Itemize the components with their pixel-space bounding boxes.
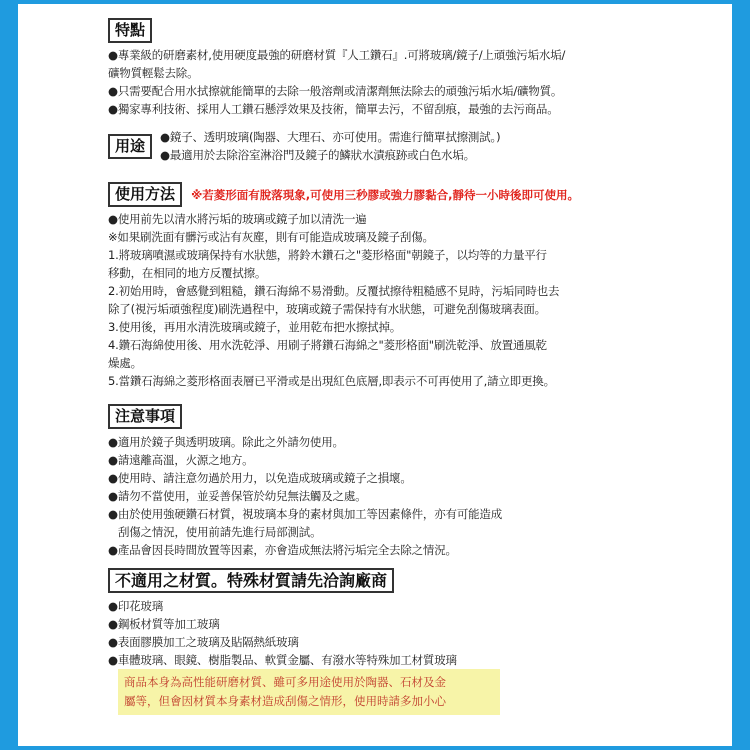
unsuitable-section [108, 568, 658, 669]
cautions-line-2: ●請遠離高溫，火源之地方。 [108, 453, 254, 467]
unsuitable-line-1: ●印花玻璃 [108, 599, 164, 613]
method-heading: 使用方法 [108, 182, 182, 207]
method-line-6: 除了(視污垢頑強程度)刷洗過程中，玻璃或鏡子需保持有水狀態，可避免刮傷玻璃表面。 [108, 302, 546, 316]
usage-heading: 用途 [108, 134, 152, 159]
unsuitable-line-2: ●鋼板材質等加工玻璃 [108, 617, 220, 631]
method-section [108, 182, 658, 390]
features-line-3: ●只需要配合用水拭擦就能簡單的去除一般溶劑或清潔劑無法除去的頑強污垢水垢/礦物質。 [108, 84, 563, 98]
note-line-2: 屬等，但會因材質本身素材造成刮傷之情形，使用時請多加小心 [124, 694, 446, 708]
usage-line-1: ●鏡子、透明玻璃(陶器、大理石、亦可使用。需進行簡單拭擦測試。) [160, 130, 501, 144]
method-line-5: 2.初始用時，會感覺到粗糙，鑽石海綿不易滑動。反覆拭擦待粗糙感不見時，污垢同時也去 [108, 284, 560, 298]
cautions-line-7: ●產品會因長時間放置等因素，亦會造成無法將污垢完全去除之情況。 [108, 543, 457, 557]
features-section [108, 18, 658, 118]
method-line-2: ※如果刷洗面有髒污或沾有灰塵，則有可能造成玻璃及鏡子刮傷。 [108, 230, 434, 244]
note-line-1: 商品本身為高性能研磨材質、雖可多用途使用於陶器、石材及金 [124, 675, 446, 689]
method-line-10: 5.當鑽石海綿之菱形格面表層已平滑或是出現紅色底層,即表示不可再使用了,請立即更換。 [108, 374, 555, 388]
method-warning: ※若菱形面有脫落現象,可使用三秒膠或強力膠黏合,靜待一小時後即可使用。 [191, 187, 580, 202]
cautions-line-4: ●請勿不當使用，並妥善保管於幼兒無法觸及之處。 [108, 489, 367, 503]
cautions-line-5: ●由於使用強硬鑽石材質，視玻璃本身的素材與加工等因素條件，亦有可能造成 [108, 507, 503, 521]
cautions-line-6: 刮傷之情況，使用前請先進行局部測試。 [118, 525, 322, 539]
method-line-7: 3.使用後，再用水清洗玻璃或鏡子，並用乾布把水擦拭掉。 [108, 320, 402, 334]
method-line-1: ●使用前先以清水將污垢的玻璃或鏡子加以清洗一遍 [108, 212, 367, 226]
unsuitable-line-4: ●車體玻璃、眼鏡、樹脂製品、軟質金屬、有潑水等特殊加工材質玻璃 [108, 653, 457, 667]
cautions-section [108, 404, 658, 559]
method-line-4: 移動，在相同的地方反覆拭擦。 [108, 266, 267, 280]
method-line-8: 4.鑽石海綿使用後、用水洗乾淨、用刷子將鑽石海綿之"菱形格面"刷洗乾淨、放置通風乾 [108, 338, 547, 352]
features-line-4: ●獨家專利技術、採用人工鑽石懸浮效果及技術，簡單去污，不留刮痕，最強的去污商品。 [108, 102, 559, 116]
unsuitable-line-3: ●表面膠膜加工之玻璃及貼隔熱紙玻璃 [108, 635, 299, 649]
method-line-9: 燥處。 [108, 356, 142, 370]
usage-line-2: ●最適用於去除浴室淋浴門及鏡子的鱗狀水漬痕跡或白色水垢。 [160, 148, 475, 162]
caution-note-box [118, 669, 500, 715]
usage-section [108, 128, 658, 164]
cautions-line-1: ●適用於鏡子與透明玻璃。除此之外請勿使用。 [108, 435, 344, 449]
features-heading: 特點 [108, 18, 152, 43]
cautions-line-3: ●使用時、請注意勿過於用力，以免造成玻璃或鏡子之損壞。 [108, 471, 412, 485]
unsuitable-heading: 不適用之材質。特殊材質請先洽詢廠商 [108, 568, 394, 593]
method-line-3: 1.將玻璃噴濕或玻璃保持有水狀態，將鈴木鑽石之"菱形格面"朝鏡子，以均等的力量平行 [108, 248, 547, 262]
features-line-1: ●專業級的研磨素材,使用硬度最強的研磨材質『人工鑽石』.可將玻璃/鏡子/上頑強污垢水垢/ [108, 48, 566, 62]
cautions-heading: 注意事項 [108, 404, 182, 429]
features-line-2: 礦物質輕鬆去除。 [108, 66, 199, 80]
